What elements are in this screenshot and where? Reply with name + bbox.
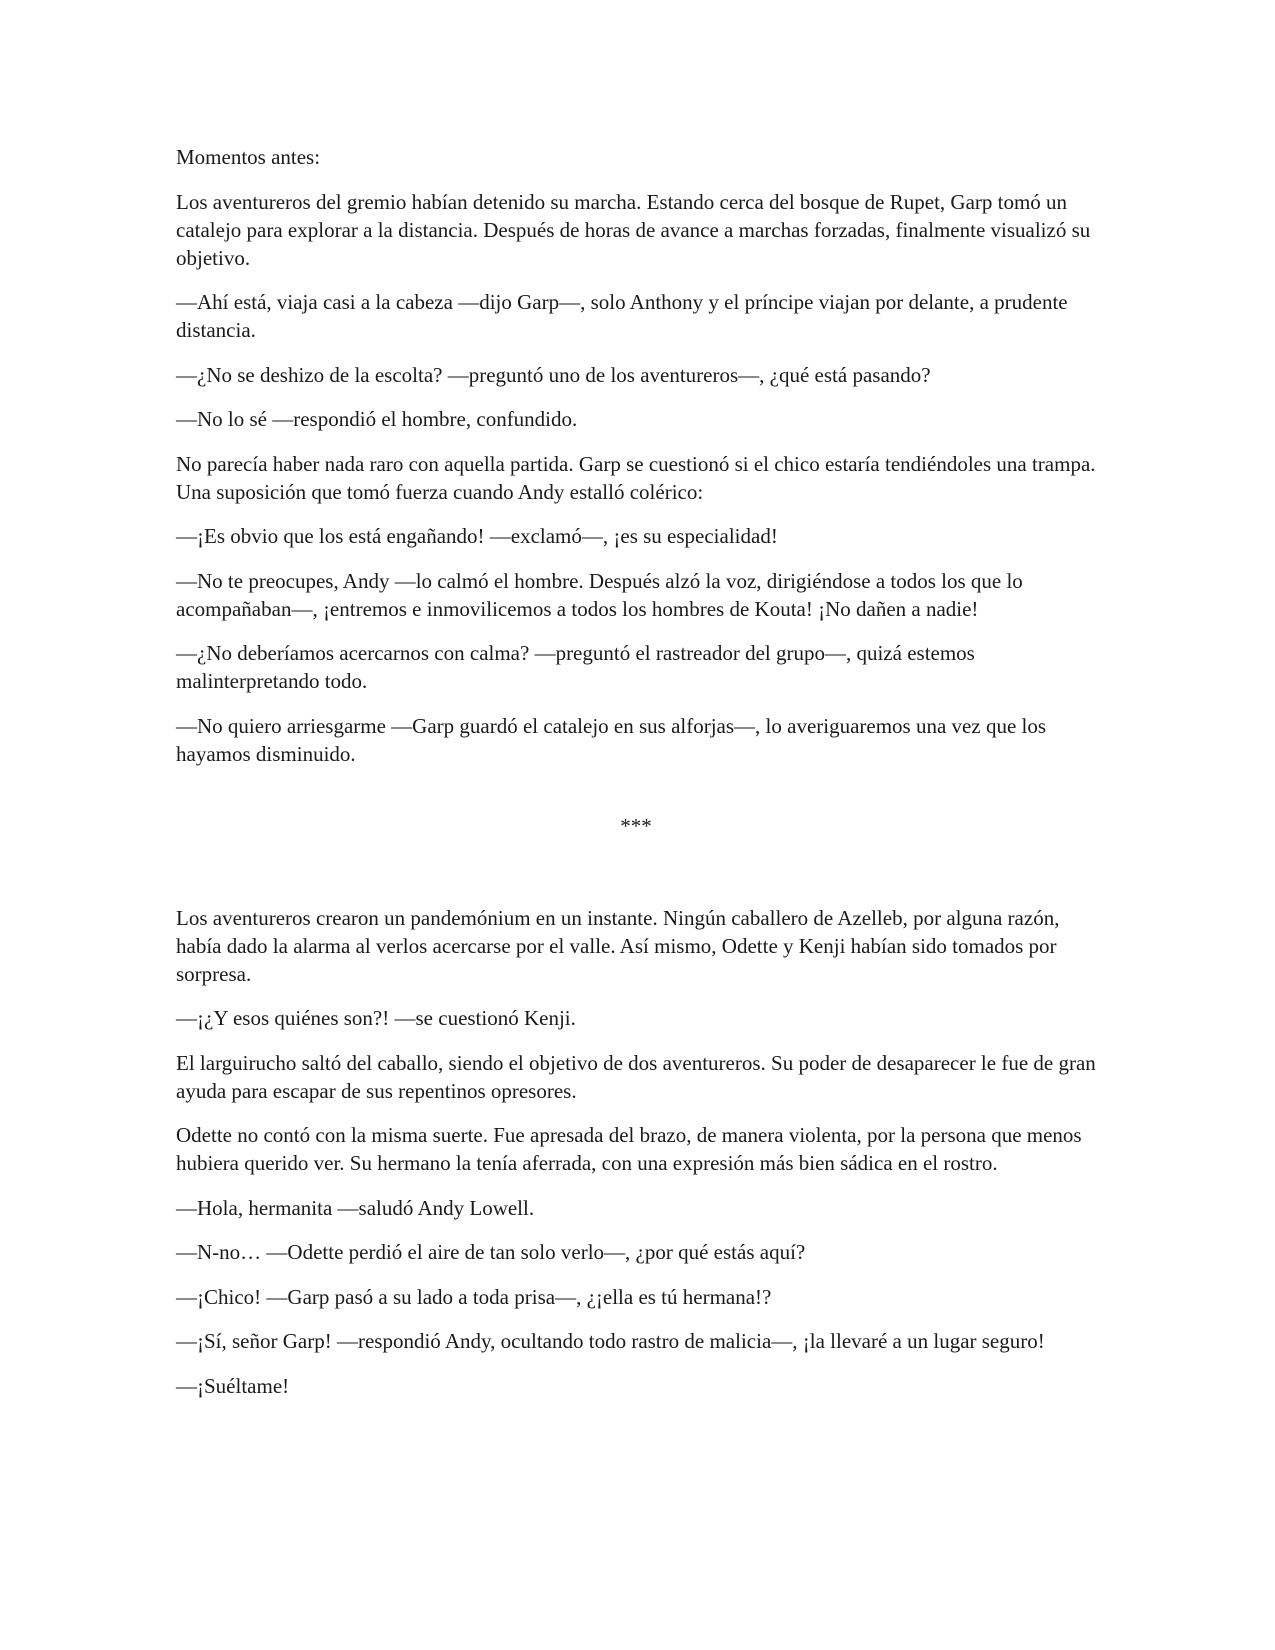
paragraph: —¡Sí, señor Garp! —respondió Andy, ocultando todo rastro de malicia—, ¡la llevaré a un lugar seguro! <box>176 1329 1045 1353</box>
paragraph: Los aventureros del gremio habían detenido su marcha. Estando cerca del bosque de Rupet, Garp tomó un catalejo para explorar a la distancia. Después de horas de avance a marchas forzadas, finalmente visualizó su objetivo. <box>176 189 1091 270</box>
section-before <box>176 143 1096 768</box>
paragraph: —¡Chico! —Garp pasó a su lado a toda prisa—, ¿¡ella es tú hermana!? <box>176 1284 772 1309</box>
paragraph: —¡Suéltame! <box>176 1373 290 1398</box>
paragraph: —No te preocupes, Andy —lo calmó el hombre. Después alzó la voz, dirigiéndose a todos los que lo acompañaban—, ¡entremos e inmovilicemos a todos los hombres de Kouta! ¡No dañen a nadie! <box>176 568 1023 621</box>
paragraph: —¡Es obvio que los está engañando! —exclamó—, ¡es su especialidad! <box>176 524 778 548</box>
paragraph: —No quiero arriesgarme —Garp guardó el catalejo en sus alforjas—, lo averiguaremos una vez que los hayamos disminuido. <box>176 713 1047 766</box>
paragraph: —N-no… —Odette perdió el aire de tan solo verlo—, ¿por qué estás aquí? <box>176 1240 806 1264</box>
paragraph: —¡¿Y esos quiénes son?! —se cuestionó Kenji. <box>176 1006 576 1030</box>
section-after <box>176 904 1096 1400</box>
paragraph: —No lo sé —respondió el hombre, confundido. <box>176 407 578 431</box>
scene-separator: *** <box>620 813 652 838</box>
paragraph: El larguirucho saltó del caballo, siendo el objetivo de dos aventureros. Su poder de desaparecer le fue de gran ayuda para escapar de sus repentinos opresores. <box>176 1050 1096 1103</box>
paragraph: Odette no contó con la misma suerte. Fue apresada del brazo, de manera violenta, por la persona que menos hubiera querido ver. Su hermano la tenía aferrada, con una expresión más bien sádica en el rostro. <box>176 1123 1082 1175</box>
paragraph: —¿No deberíamos acercarnos con calma? —preguntó el rastreador del grupo—, quizá estemos malinterpretando todo. <box>176 641 975 693</box>
document-page <box>176 143 1096 1416</box>
paragraph: —Ahí está, viaja casi a la cabeza —dijo Garp—, solo Anthony y el príncipe viajan por delante, a prudente distancia. <box>176 290 1068 342</box>
paragraph: —Hola, hermanita —saludó Andy Lowell. <box>176 1195 535 1220</box>
paragraph: No parecía haber nada raro con aquella partida. Garp se cuestionó si el chico estaría tendiéndoles una trampa. Una suposición que tomó fuerza cuando Andy estalló colérico: <box>176 451 1096 504</box>
paragraph: Los aventureros crearon un pandemónium en un instante. Ningún caballero de Azelleb, por alguna razón, había dado la alarma al verlos acercarse por el valle. Así mismo, Odette y Kenji habían sido tomados por sorpresa. <box>176 905 1060 986</box>
paragraph: Momentos antes: <box>176 145 321 169</box>
paragraph: —¿No se deshizo de la escolta? —preguntó uno de los aventureros—, ¿qué está pasando? <box>176 362 931 387</box>
